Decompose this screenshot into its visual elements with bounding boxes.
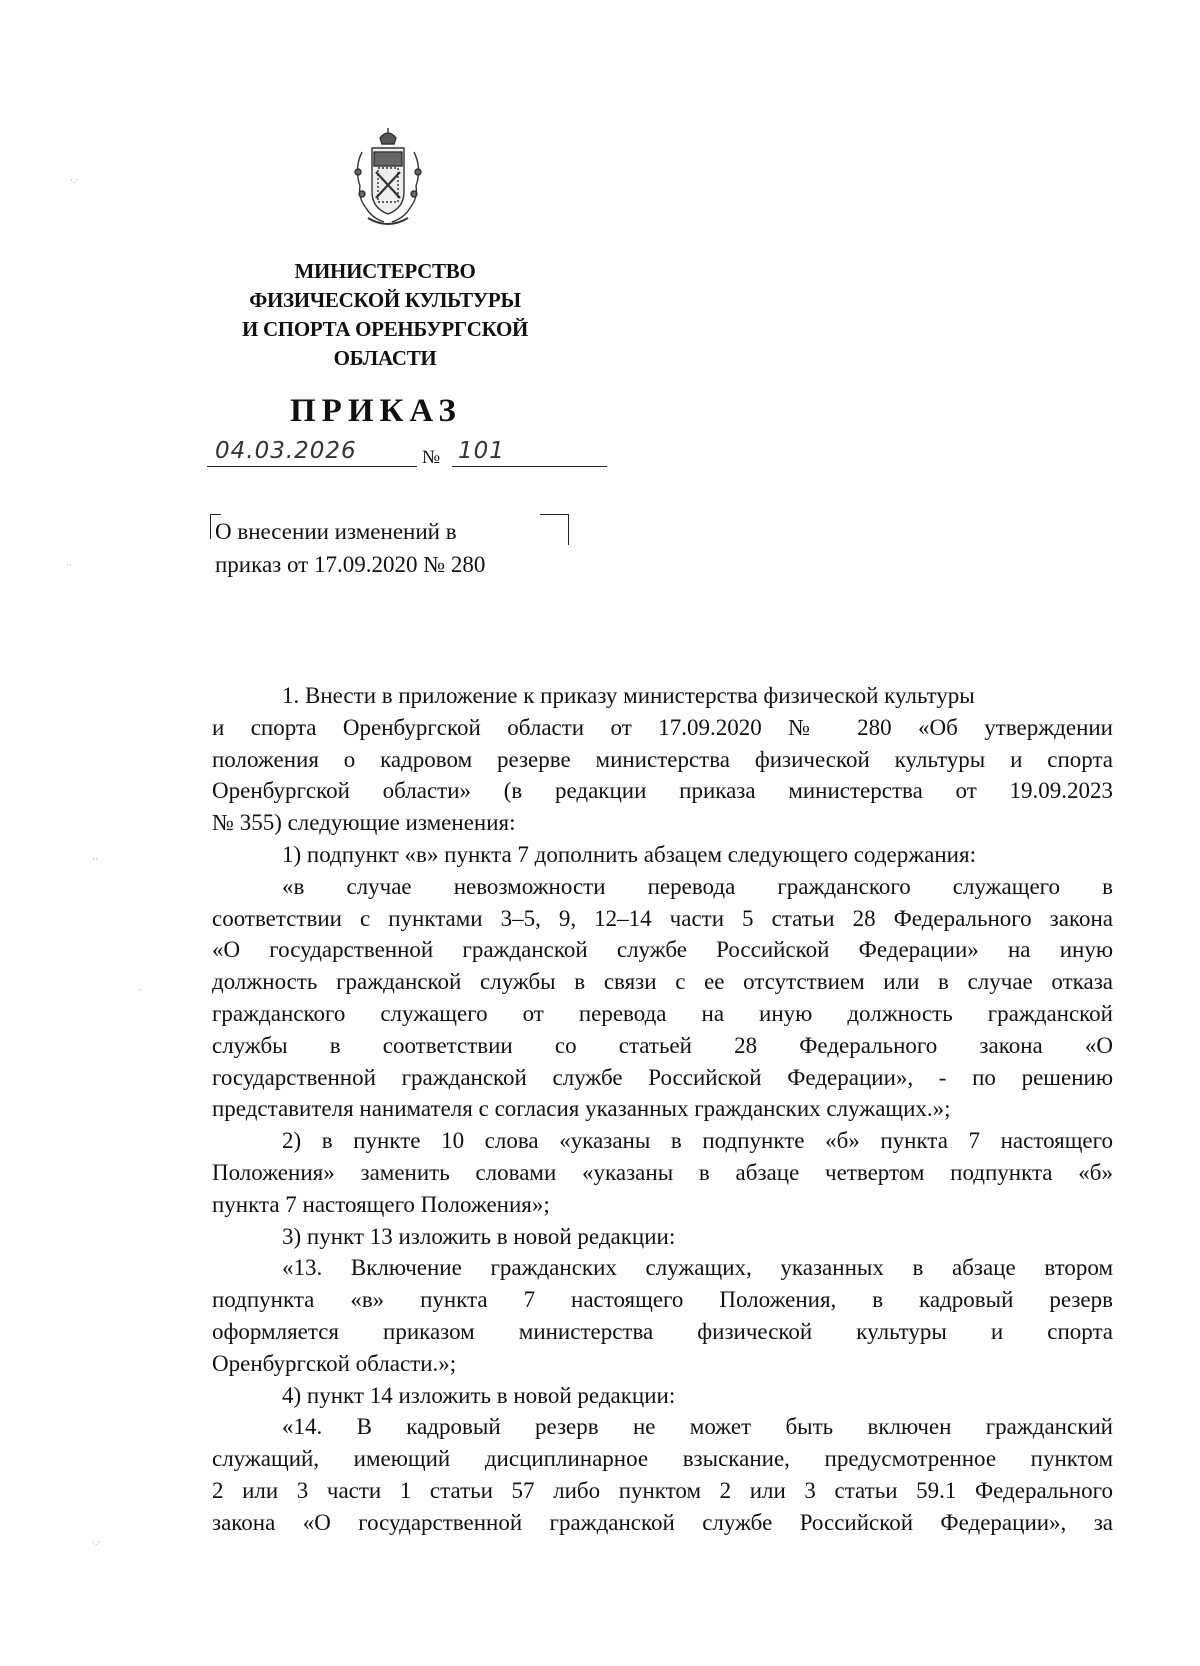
ministry-line: ФИЗИЧЕСКОЙ КУЛЬТУРЫ — [249, 288, 521, 312]
body-line: и спорта Оренбургской области от 17.09.2020 № 280 «Об утверждении — [212, 714, 1113, 740]
body-line: «в случае невозможности перевода гражданского служащего в — [282, 873, 1113, 899]
body-line: закона «О государственной гражданской службе Российской Федерации», за — [212, 1509, 1113, 1535]
subject-bracket-right — [540, 514, 569, 545]
order-number-field — [452, 434, 607, 467]
body-line: «13. Включение гражданских служащих, указанных в абзаце втором — [282, 1255, 1113, 1281]
body-line: 2) в пункте 10 слова «указаны в подпункте «б» пункта 7 настоящего — [282, 1128, 1113, 1154]
body-line: оформляется приказом министерства физической культуры и спорта — [212, 1318, 1113, 1344]
order-body — [212, 680, 1113, 1539]
order-subject — [215, 515, 485, 581]
body-line: должность гражданской службы в связи с ее отсутствием или в случае отказа — [212, 969, 1113, 995]
body-line: служащий, имеющий дисциплинарное взыскание, предусмотренное пунктом — [212, 1446, 1113, 1472]
body-line: подпункта «в» пункта 7 настоящего Положения, в кадровый резерв — [212, 1287, 1113, 1313]
body-line: Оренбургской области» (в редакции приказа министерства от 19.09.2023 — [212, 778, 1113, 804]
subject-line: О внесении изменений в — [215, 519, 457, 544]
order-title: ПРИКАЗ — [290, 393, 462, 429]
body-line: «О государственной гражданской службе Российской Федерации» на иную — [212, 937, 1113, 963]
order-date: 04.03.2026 — [215, 438, 357, 464]
body-line: положения о кадровом резерве министерства физической культуры и спорта — [212, 746, 1113, 772]
body-line: представителя нанимателя с согласия указанных гражданских служащих.»; — [212, 1096, 951, 1122]
ministry-name — [200, 257, 570, 373]
ministry-line: МИНИСТЕРСТВО — [294, 259, 476, 283]
body-line: Положения» заменить словами «указаны в абзаце четвертом подпункта «б» — [212, 1159, 1113, 1185]
body-line: 3) пункт 13 изложить в новой редакции: — [282, 1223, 676, 1249]
body-line: государственной гражданской службе Российской Федерации», - по решению — [212, 1064, 1113, 1090]
subject-line: приказ от 17.09.2020 № 280 — [215, 552, 486, 577]
body-line: пункта 7 настоящего Положения»; — [212, 1191, 550, 1217]
order-number: 101 — [458, 438, 505, 464]
coat-of-arms-icon — [348, 128, 428, 230]
body-line: 4) пункт 14 изложить в новой редакции: — [282, 1382, 676, 1408]
body-line: службы в соответствии со статьей 28 Федерального закона «О — [212, 1032, 1113, 1058]
body-line: 2 или 3 части 1 статьи 57 либо пунктом 2 или 3 статьи 59.1 Федерального — [212, 1477, 1113, 1503]
ministry-line: ОБЛАСТИ — [333, 346, 437, 370]
body-line: гражданского служащего от перевода на иную должность гражданской — [212, 1000, 1113, 1026]
ministry-line: И СПОРТА ОРЕНБУРГСКОЙ — [241, 317, 529, 341]
order-date-field — [207, 434, 417, 467]
body-line: Оренбургской области.»; — [212, 1350, 457, 1376]
body-line: № 355) следующие изменения: — [212, 810, 516, 836]
order-number-label: № — [422, 447, 441, 468]
body-line: 1) подпункт «в» пункта 7 дополнить абзацем следующего содержания: — [282, 841, 976, 867]
body-line: 1. Внести в приложение к приказу министерства физической культуры — [282, 683, 975, 708]
body-line: соответствии с пунктами 3–5, 9, 12–14 части 5 статьи 28 Федерального закона — [212, 905, 1113, 931]
body-line: «14. В кадровый резерв не может быть включен гражданский — [282, 1414, 1113, 1440]
